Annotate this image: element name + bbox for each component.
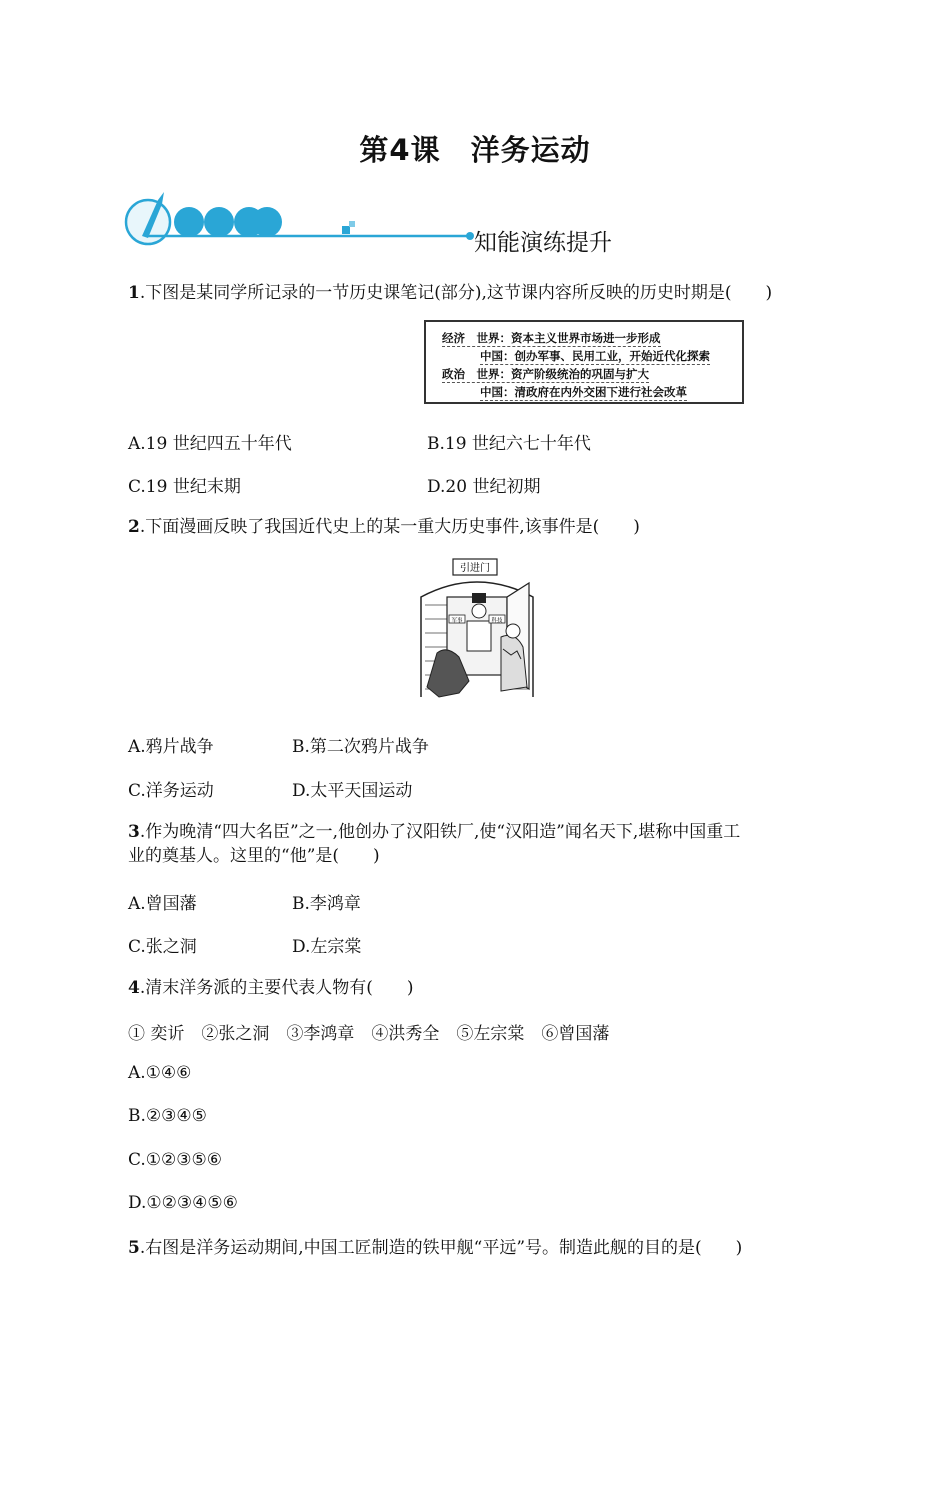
page-title: 第4课 洋务运动	[359, 133, 591, 167]
option-b[interactable]: B.②③④⑤	[128, 1106, 207, 1126]
option-d[interactable]: D.20 世纪初期	[427, 477, 541, 497]
question-4: 4.清末洋务派的主要代表人物有( )	[128, 978, 414, 998]
candidate-items: ① 奕䜣 ②张之洞 ③李鸿章 ④洪秀全 ⑤左宗棠 ⑥曾国藩	[128, 1024, 610, 1044]
dot-icon	[252, 207, 282, 237]
section-title: 知能演练提升	[474, 230, 612, 256]
dot-icon	[174, 207, 204, 237]
question-5: 5.右图是洋务运动期间,中国工匠制造的铁甲舰“平远”号。制造此舰的目的是( )	[128, 1238, 743, 1258]
option-b[interactable]: B.李鸿章	[292, 894, 361, 914]
option-d[interactable]: D.太平天国运动	[292, 781, 413, 801]
option-a[interactable]: A.曾国藩	[128, 894, 197, 914]
option-c[interactable]: C.张之洞	[128, 937, 197, 957]
square-icon	[342, 226, 350, 234]
option-a[interactable]: A.鸦片战争	[128, 737, 214, 757]
note-line: 中国：创办军事、民用工业，开始近代化探索	[480, 349, 710, 363]
option-d[interactable]: D.左宗棠	[292, 937, 362, 957]
option-c[interactable]: C.①②③⑤⑥	[128, 1150, 223, 1170]
svg-text:军事: 军事	[451, 618, 463, 624]
sign-text: 引进门	[460, 563, 490, 574]
question-3: 3.作为晚清“四大名臣”之一,他创办了汉阳铁厂,使“汉阳造”闻名天下,堪称中国重工 业的奠基人。这里的“他”是( )	[128, 822, 741, 866]
option-b[interactable]: B.19 世纪六七十年代	[427, 434, 591, 454]
note-line: 经济 世界：资本主义世界市场进一步形成	[442, 331, 661, 345]
option-c[interactable]: C.洋务运动	[128, 781, 214, 801]
option-b[interactable]: B.第二次鸦片战争	[292, 737, 429, 757]
option-a[interactable]: A.19 世纪四五十年代	[128, 434, 292, 454]
section-header-graphic	[122, 186, 482, 250]
dot-icon	[204, 207, 234, 237]
option-a[interactable]: A.①④⑥	[128, 1063, 192, 1083]
note-line: 政治 世界：资产阶级统治的巩固与扩大	[442, 367, 649, 381]
note-line: 中国：清政府在内外交困下进行社会改革	[480, 385, 687, 399]
option-d[interactable]: D.①②③④⑤⑥	[128, 1193, 238, 1213]
option-c[interactable]: C.19 世纪末期	[128, 477, 241, 497]
question-1: 1.下图是某同学所记录的一节历史课笔记(部分),这节课内容所反映的历史时期是( )	[128, 283, 773, 303]
notes-box	[424, 320, 744, 404]
svg-text:科技: 科技	[491, 618, 503, 624]
question-2: 2.下面漫画反映了我国近代史上的某一重大历史事件,该事件是( )	[128, 517, 640, 537]
cartoon-image	[417, 557, 537, 703]
